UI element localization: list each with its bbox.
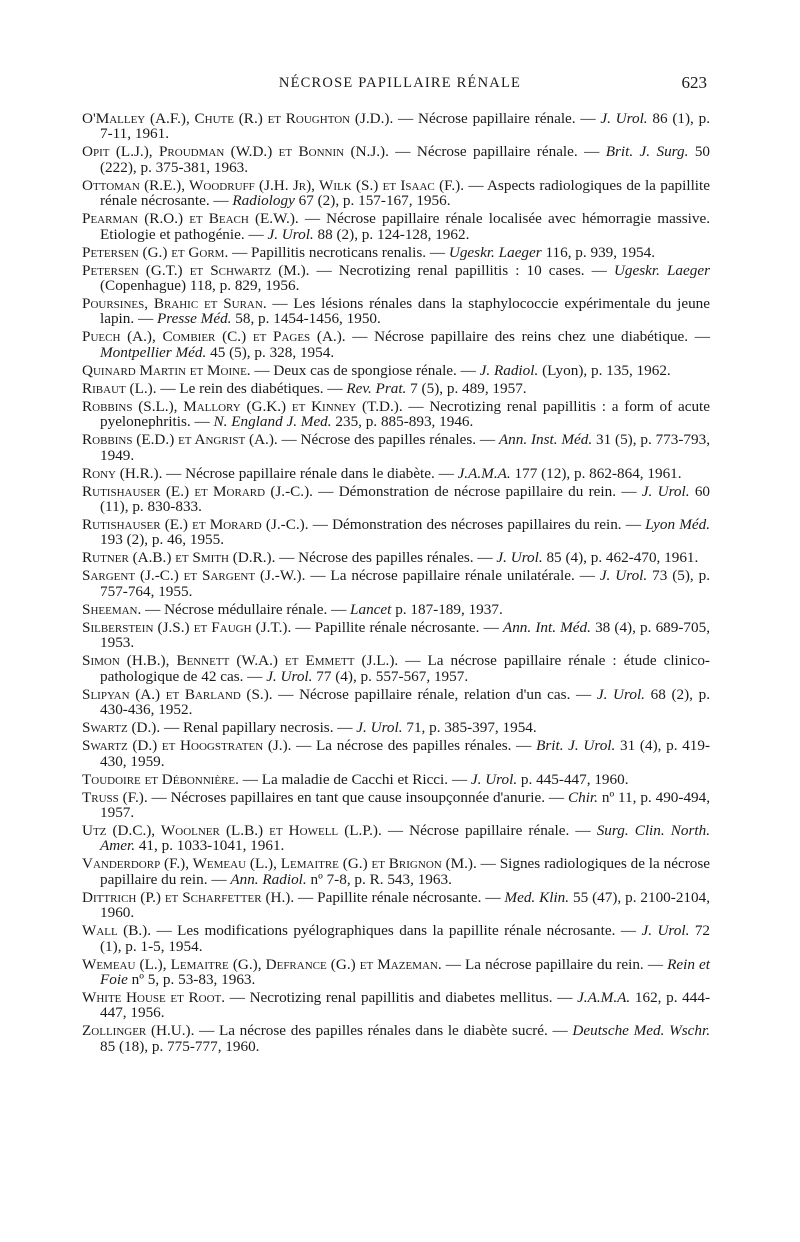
reference-journal: J. Urol. [266, 667, 313, 685]
reference-entry: Vanderdorp (F.), Wemeau (L.), Lemaitre (G.) et Brignon (M.). — Signes radiologiques de la nécrose papillaire du rein. — Ann. Radiol. nº 7-8, p. R. 543, 1963. [82, 855, 710, 888]
reference-details: 73 (5), p. 757-764, 1955. [100, 567, 711, 600]
reference-authors: Wemeau (L.), Lemaitre (G.), Defrance (G.) et Mazeman. [82, 955, 442, 973]
reference-entry: Ottoman (R.E.), Woodruff (J.H. Jr), Wilk (S.) et Isaac (F.). — Aspects radiologiques de la papillite rénale nécrosante. — Radiology 67 (2), p. 157-167, 1956. [82, 176, 710, 210]
reference-journal: Rev. Prat. [346, 379, 407, 397]
reference-entry: Zollinger (H.U.). — La nécrose des papilles rénales dans le diabète sucré. — Deutsche Med. Wschr. 85 (18), p. 775-777, 1960. [82, 1022, 710, 1055]
reference-title: Signes radiologiques de la nécrose papillaire du rein. [100, 855, 710, 888]
reference-details: 55 (47), p. 2100-2104, 1960. [100, 888, 711, 922]
reference-title: Démonstration des nécroses papillaires du rein. [332, 516, 622, 534]
reference-journal: Surg. Clin. North. Amer. [100, 821, 710, 855]
reference-journal: Ugeskr. Laeger [448, 243, 542, 261]
reference-journal: Radiology [232, 192, 295, 210]
reference-details: 58, p. 1454-1456, 1950. [235, 310, 381, 328]
reference-entry: Puech (A.), Combier (C.) et Pages (A.). — Nécrose papillaire des reins chez une diabétique. — Montpellier Méd. 45 (5), p. 328, 1954. [82, 328, 710, 361]
reference-authors: Sargent (J.-C.) et Sargent (J.-W.). [82, 567, 306, 585]
reference-title: Renal papillary necrosis. [182, 719, 334, 737]
reference-entry: Rutishauser (E.) et Morard (J.-C.). — Démonstration de nécrose papillaire du rein. — J. Urol. 60 (11), p. 830-833. [82, 482, 710, 516]
reference-journal: Brit. J. Urol. [536, 737, 616, 755]
reference-entry: Wall (B.). — Les modifications pyélographiques dans la papillite rénale nécrosante. — J. Urol. 72 (1), p. 1-5, 1954. [82, 922, 711, 955]
reference-title: Nécrose papillaire rénale. [418, 110, 576, 127]
reference-journal: J. Urol. [641, 482, 690, 500]
reference-journal: Med. Klin. [504, 888, 570, 906]
reference-details: 67 (2), p. 157-167, 1956. [298, 192, 451, 210]
reference-entry: Petersen (G.T.) et Schwartz (M.). — Necrotizing renal papillitis : 10 cases. — Ugeskr. Laeger (Copenhague) 118, p. 829, 1956. [82, 261, 711, 295]
reference-title: La nécrose papillaire du rein. [465, 955, 644, 973]
reference-details: 38 (4), p. 689-705, 1953. [100, 618, 710, 652]
reference-entry: Ribaut (L.). — Le rein des diabétiques. — Rev. Prat. 7 (5), p. 489, 1957. [82, 379, 527, 397]
reference-authors: Dittrich (P.) et Scharfetter (H.). [82, 888, 295, 906]
reference-title: La nécrose des papilles rénales. [316, 737, 512, 755]
reference-details: 85 (18), p. 775-777, 1960. [100, 1037, 260, 1055]
reference-authors: Opit (L.J.), Proudman (W.D.) et Bonnin (N.J.). [82, 143, 389, 161]
reference-authors: Swartz (D.) et Hoogstraten (J.). [82, 737, 292, 755]
reference-journal: Brit. J. Surg. [605, 143, 689, 161]
reference-journal: J. Urol. [600, 110, 648, 127]
reference-details: 41, p. 1033-1041, 1961. [138, 837, 285, 855]
reference-journal: Lyon Méd. [645, 516, 711, 534]
reference-details: 60 (11), p. 830-833. [100, 482, 710, 516]
reference-details: 116, p. 939, 1954. [545, 243, 656, 261]
reference-title: Le rein des diabétiques. [179, 379, 324, 397]
reference-title: Nécrose papillaire rénale. [416, 143, 578, 161]
reference-authors: White House et Root. [82, 988, 226, 1006]
reference-journal: J. Urol. [596, 685, 645, 703]
reference-authors: Silberstein (J.S.) et Faugh (J.T.). [82, 618, 292, 636]
reference-title: Papillite rénale nécrosante. [314, 618, 480, 636]
reference-authors: Rony (H.R.). [82, 464, 163, 482]
reference-title: La maladie de Cacchi et Ricci. [261, 770, 449, 788]
reference-journal: Rein et Foie [100, 955, 710, 988]
reference-title: Nécrose papillaire rénale dans le diabète. [185, 464, 435, 482]
reference-entry: Truss (F.). — Nécroses papillaires en tant que cause insoupçonnée d'anurie. — Chir. nº 11, p. 490-494, 1957. [82, 788, 711, 821]
reference-title: Nécrose des papilles rénales. [300, 431, 477, 449]
reference-title: Nécroses papillaires en tant que cause insoupçonnée d'anurie. [170, 788, 546, 806]
reference-title: Nécrose papillaire des reins chez une diabétique. [374, 328, 689, 346]
reference-title: Nécrose médullaire rénale. [164, 600, 328, 618]
reference-details: 45 (5), p. 328, 1954. [210, 343, 335, 361]
reference-journal: Deutsche Med. Wschr. [572, 1022, 710, 1040]
reference-authors: Quinard Martin et Moine. [82, 361, 251, 379]
reference-journal: Ann. Int. Méd. [502, 618, 591, 636]
running-title: NÉCROSE PAPILLAIRE RÉNALE [278, 75, 522, 91]
reference-entry: Silberstein (J.S.) et Faugh (J.T.). — Papillite rénale nécrosante. — Ann. Int. Méd. 38 (4), p. 689-705, 1953. [82, 618, 710, 652]
reference-title: Nécrose papillaire rénale, relation d'un cas. [299, 685, 571, 703]
reference-journal: J.A.M.A. [457, 464, 511, 482]
reference-entry: Opit (L.J.), Proudman (W.D.) et Bonnin (N.J.). — Nécrose papillaire rénale. — Brit. J. Surg. 50 (222), p. 375-381, 1963. [82, 143, 710, 176]
reference-journal: J. Urol. [599, 567, 648, 585]
reference-authors: Rutner (A.B.) et Smith (D.R.). [82, 549, 276, 567]
reference-details: p. 187-189, 1937. [395, 600, 503, 618]
reference-title: Necrotizing renal papillitis : 10 cases. [338, 261, 585, 279]
reference-details: 193 (2), p. 46, 1955. [100, 531, 225, 549]
page-number: 623 [681, 73, 707, 92]
reference-entry: Dittrich (P.) et Scharfetter (H.). — Papillite rénale nécrosante. — Med. Klin. 55 (47), p. 2100-2104, 1960. [82, 888, 711, 922]
reference-entry: Simon (H.B.), Bennett (W.A.) et Emmett (J.L.). — La nécrose papillaire rénale : étude clinico-pathologique de 42 cas. — J. Urol. 77 (4), p. 557-567, 1957. [82, 652, 710, 685]
reference-authors: Swartz (D.). [82, 719, 161, 737]
reference-title: Les modifications pyélographiques dans la papillite rénale nécrosante. [177, 922, 616, 940]
reference-title: Démonstration de nécrose papillaire du rein. [338, 482, 617, 500]
reference-title: Aspects radiologiques de la papillite rénale nécrosante. [100, 176, 710, 210]
reference-entry: White House et Root. — Necrotizing renal papillitis and diabetes mellitus. — J.A.M.A. 162, p. 444-447, 1956. [82, 988, 711, 1022]
reference-entry: Pearman (R.O.) et Beach (E.W.). — Nécrose papillaire rénale localisée avec hémorragie massive. Etiologie et pathogénie. — J. Urol. 88 (2), p. 124-128, 1962. [82, 210, 710, 243]
reference-entry: Sargent (J.-C.) et Sargent (J.-W.). — La nécrose papillaire rénale unilatérale. — J. Urol. 73 (5), p. 757-764, 1955. [82, 567, 711, 600]
reference-details: 7 (5), p. 489, 1957. [410, 379, 527, 397]
reference-details: 162, p. 444-447, 1956. [100, 988, 711, 1022]
reference-journal: N. England J. Med. [213, 413, 332, 431]
reference-title: Papillitis necroticans renalis. [251, 243, 427, 261]
reference-authors: Robbins (E.D.) et Angrist (A.). [82, 431, 278, 449]
reference-authors: Truss (F.). [82, 788, 148, 806]
reference-entry: Toudoire et Débonnière. — La maladie de Cacchi et Ricci. — J. Urol. p. 445-447, 1960. [82, 770, 629, 788]
reference-journal: Presse Méd. [156, 310, 232, 328]
reference-journal: J. Urol. [496, 549, 543, 567]
reference-details: 86 (1), p. 7-11, 1961. [100, 110, 711, 143]
reference-details: 85 (4), p. 462-470, 1961. [546, 549, 699, 567]
reference-title: La nécrose des papilles rénales dans le diabète sucré. [218, 1022, 548, 1040]
reference-authors: Sheeman. [82, 600, 142, 618]
reference-details: 72 (1), p. 1-5, 1954. [100, 922, 711, 955]
reference-details: 50 (222), p. 375-381, 1963. [100, 143, 710, 176]
reference-journal: J. Urol. [356, 719, 403, 737]
reference-authors: Rutishauser (E.) et Morard (J.-C.). [82, 516, 309, 534]
reference-authors: Robbins (S.L.), Mallory (G.K.) et Kinney (T.D.). [82, 397, 403, 415]
reference-details: 177 (12), p. 862-864, 1961. [514, 464, 682, 482]
reference-details: 71, p. 385-397, 1954. [406, 719, 537, 737]
reference-journal: Ann. Inst. Méd. [498, 431, 593, 449]
reference-authors: Toudoire et Débonnière. [82, 770, 239, 788]
reference-entry: Robbins (S.L.), Mallory (G.K.) et Kinney (T.D.). — Necrotizing renal papillitis : a form of acute pyelonephritis. — N. England J. Med. 235, p. 885-893, 1946. [82, 397, 711, 431]
reference-authors: Petersen (G.T.) et Schwartz (M.). [82, 261, 310, 279]
page-header [0, 73, 800, 97]
reference-journal: Ugeskr. Laeger [613, 261, 711, 279]
reference-authors: Poursines, Brahic et Suran. [82, 295, 267, 313]
reference-authors: Slipyan (A.) et Barland (S.). [82, 685, 273, 703]
reference-details: 77 (4), p. 557-567, 1957. [316, 667, 469, 685]
reference-authors: Petersen (G.) et Gorm. [82, 243, 229, 261]
reference-title: Necrotizing renal papillitis and diabetes mellitus. [249, 988, 553, 1006]
reference-details: 31 (5), p. 773-793, 1949. [100, 431, 710, 464]
reference-authors: Vanderdorp (F.), Wemeau (L.), Lemaitre (G.) et Brignon (M.). [82, 855, 477, 873]
reference-authors: Ottoman (R.E.), Woodruff (J.H. Jr), Wilk (S.) et Isaac (F.). [82, 176, 465, 194]
reference-list [82, 111, 710, 1057]
reference-title: La nécrose papillaire rénale unilatérale. [330, 567, 575, 585]
reference-journal: J. Urol. [641, 922, 690, 940]
reference-entry: Quinard Martin et Moine. — Deux cas de spongiose rénale. — J. Radiol. (Lyon), p. 135, 1962. [82, 361, 671, 379]
reference-title: Nécrose des papilles rénales. [298, 549, 474, 567]
reference-title: Nécrose papillaire rénale localisée avec hémorragie massive. Etiologie et pathogénie. [100, 210, 710, 243]
reference-entry: Swartz (D.). — Renal papillary necrosis. — J. Urol. 71, p. 385-397, 1954. [82, 719, 537, 737]
reference-details: nº 11, p. 490-494, 1957. [100, 788, 711, 821]
reference-entry: Utz (D.C.), Woolner (L.B.) et Howell (L.P.). — Nécrose papillaire rénale. — Surg. Clin. North. Amer. 41, p. 1033-1041, 1961. [82, 821, 710, 855]
reference-entry: Rutishauser (E.) et Morard (J.-C.). — Démonstration des nécroses papillaires du rein. — Lyon Méd. 193 (2), p. 46, 1955. [82, 516, 711, 549]
reference-authors: Zollinger (H.U.). [82, 1022, 195, 1040]
reference-journal: Montpellier Méd. [100, 343, 207, 361]
reference-entry: Wemeau (L.), Lemaitre (G.), Defrance (G.) et Mazeman. — La nécrose papillaire du rein. — Rein et Foie nº 5, p. 53-83, 1963. [82, 955, 710, 988]
reference-entry: Rutner (A.B.) et Smith (D.R.). — Nécrose des papilles rénales. — J. Urol. 85 (4), p. 462-470, 1961. [82, 549, 699, 567]
reference-authors: Simon (H.B.), Bennett (W.A.) et Emmett (J.L.). [82, 652, 399, 670]
reference-journal: J. Urol. [267, 225, 314, 243]
reference-details: 235, p. 885-893, 1946. [335, 413, 474, 431]
reference-journal: Ann. Radiol. [230, 870, 307, 888]
reference-details: nº 7-8, p. R. 543, 1963. [310, 870, 452, 888]
reference-entry: Poursines, Brahic et Suran. — Les lésions rénales dans la staphylococcie expérimentale du jeune lapin. — Presse Méd. 58, p. 1454-1456, 1950. [82, 295, 710, 328]
reference-title: Nécrose papillaire rénale. [409, 821, 570, 839]
reference-details: 68 (2), p. 430-436, 1952. [100, 685, 710, 719]
reference-title: Les lésions rénales dans la staphylococcie expérimentale du jeune lapin. [100, 295, 710, 328]
reference-entry: Sheeman. — Nécrose médullaire rénale. — Lancet p. 187-189, 1937. [82, 600, 503, 618]
reference-details: nº 5, p. 53-83, 1963. [131, 970, 256, 988]
reference-entry: Robbins (E.D.) et Angrist (A.). — Nécrose des papilles rénales. — Ann. Inst. Méd. 31 (5), p. 773-793, 1949. [82, 431, 710, 464]
reference-journal: J.A.M.A. [577, 988, 631, 1006]
reference-title: Necrotizing renal papillitis : a form of acute pyelonephritis. [100, 397, 711, 431]
reference-journal: J. Urol. [470, 770, 518, 788]
reference-entry: Swartz (D.) et Hoogstraten (J.). — La nécrose des papilles rénales. — Brit. J. Urol. 31 (4), p. 419-430, 1959. [82, 737, 711, 770]
reference-title: La nécrose papillaire rénale : étude clinico-pathologique de 42 cas. [100, 652, 710, 685]
reference-details: (Lyon), p. 135, 1962. [542, 361, 671, 379]
reference-entry: Slipyan (A.) et Barland (S.). — Nécrose papillaire rénale, relation d'un cas. — J. Urol. 68 (2), p. 430-436, 1952. [82, 685, 710, 719]
reference-entry: Petersen (G.) et Gorm. — Papillitis necroticans renalis. — Ugeskr. Laeger 116, p. 939, 1954. [82, 243, 656, 261]
reference-authors: Ribaut (L.). [82, 379, 157, 397]
reference-authors: Pearman (R.O.) et Beach (E.W.). [82, 210, 299, 228]
reference-details: p. 445-447, 1960. [520, 770, 629, 788]
reference-journal: Lancet [350, 600, 392, 618]
reference-authors: Puech (A.), Combier (C.) et Pages (A.). [82, 328, 346, 346]
reference-details: (Copenhague) 118, p. 829, 1956. [100, 277, 300, 295]
reference-journal: J. Radiol. [479, 361, 539, 379]
reference-authors: Wall (B.). [82, 922, 151, 940]
reference-journal: Chir. [567, 788, 598, 806]
reference-title: Papillite rénale nécrosante. [317, 888, 482, 906]
reference-entry: O'Malley (A.F.), Chute (R.) et Roughton (J.D.). — Nécrose papillaire rénale. — J. Urol. 86 (1), p. 7-11, 1961. [82, 110, 711, 143]
reference-title: Deux cas de spongiose rénale. [273, 361, 457, 379]
reference-authors: Utz (D.C.), Woolner (L.B.) et Howell (L.P.). [82, 821, 382, 839]
reference-authors: Rutishauser (E.) et Morard (J.-C.). [82, 482, 313, 500]
reference-details: 31 (4), p. 419-430, 1959. [100, 737, 711, 770]
reference-authors: O'Malley (A.F.), Chute (R.) et Roughton (J.D.). [82, 110, 394, 127]
reference-entry: Rony (H.R.). — Nécrose papillaire rénale dans le diabète. — J.A.M.A. 177 (12), p. 862-864, 1961. [82, 464, 682, 482]
reference-details: 88 (2), p. 124-128, 1962. [317, 225, 470, 243]
